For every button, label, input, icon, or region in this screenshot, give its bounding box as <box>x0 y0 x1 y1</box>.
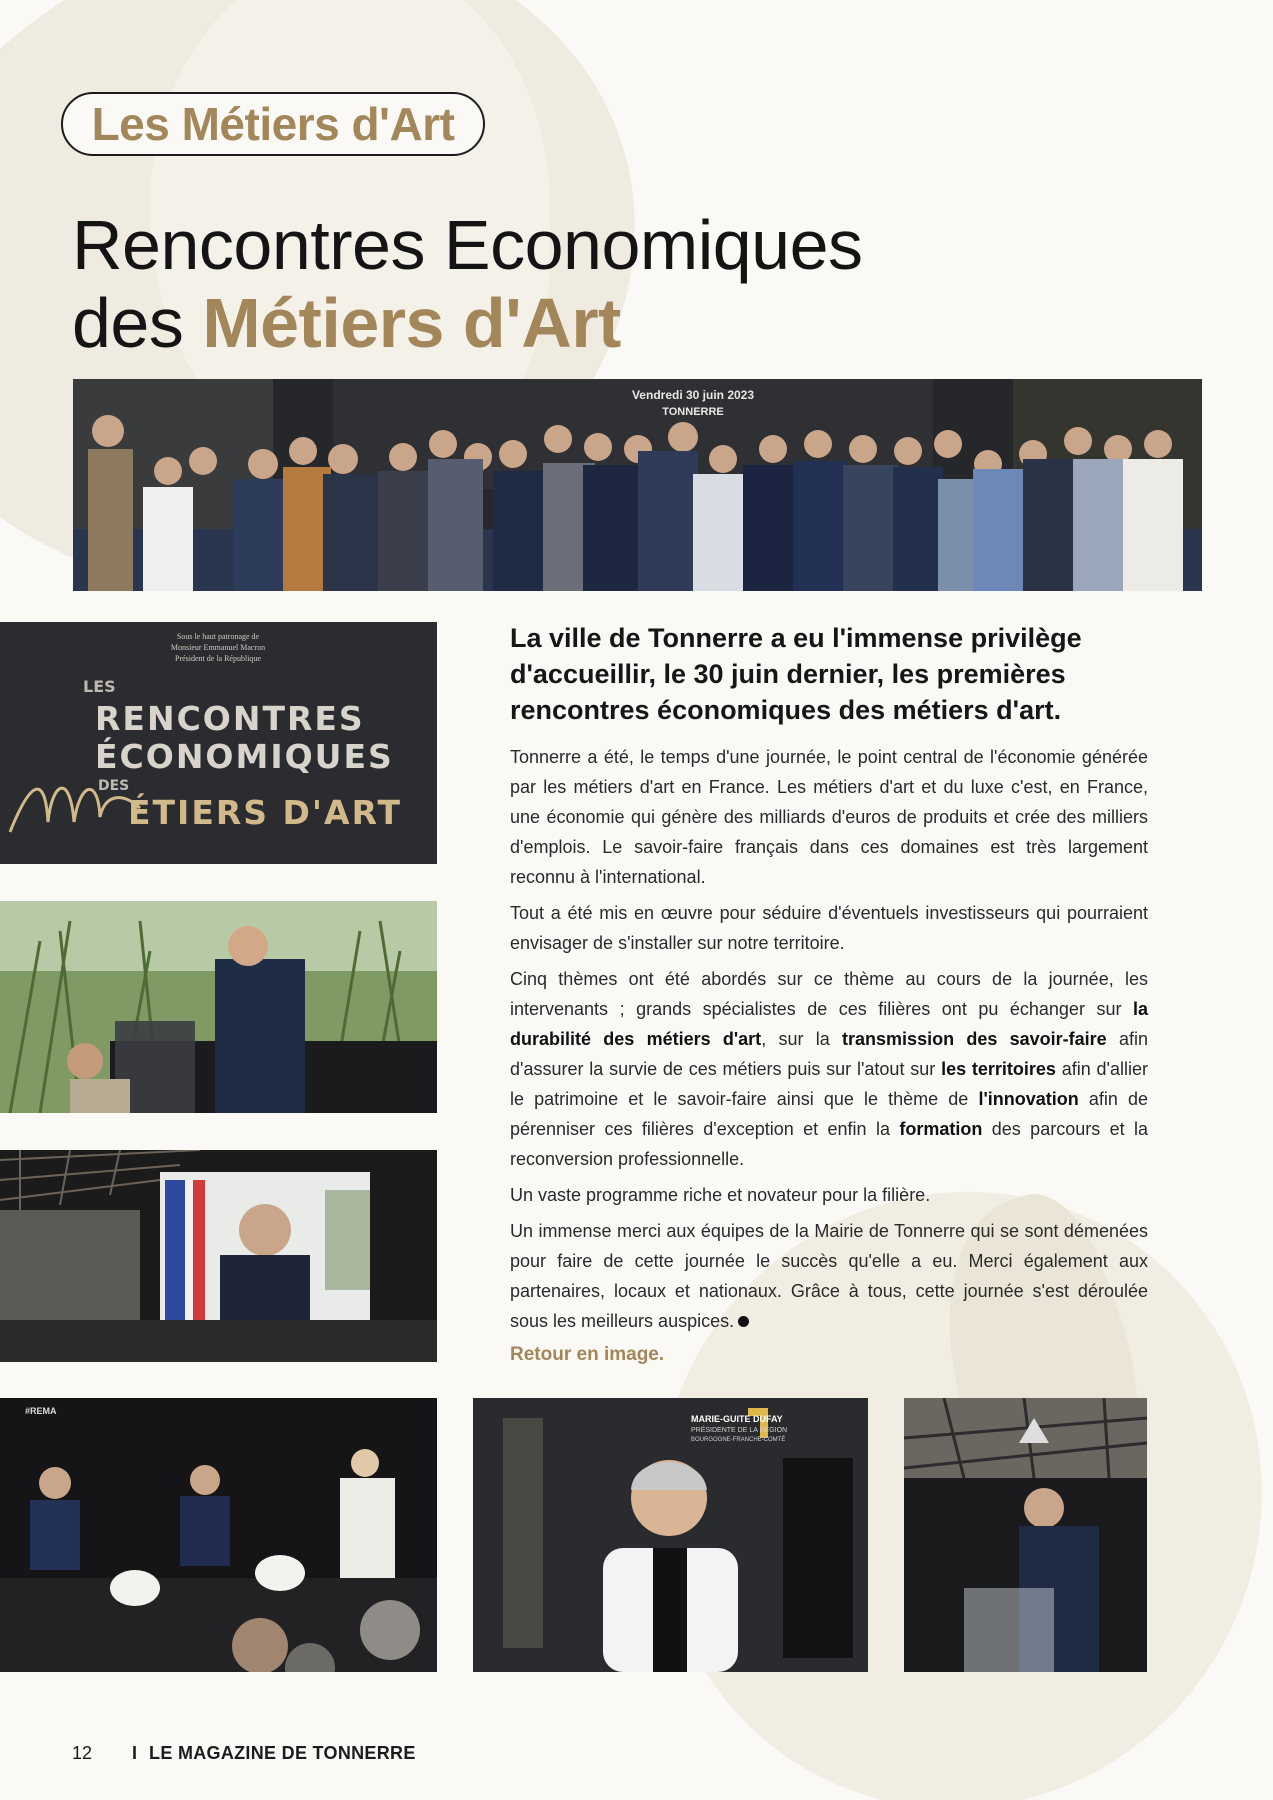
text-run: Cinq thèmes ont été abordés sur ce thème au cours de la journée, les intervenants ; grands spécialistes de ces filières ont pu échanger sur <box>510 969 1148 1019</box>
title-line-2-prefix: des <box>72 284 203 362</box>
regional-president-photo <box>473 1398 868 1672</box>
text-run: Un immense merci aux équipes de la Mairie de Tonnerre qui se sont démenées pour faire de cette journée le succès qu'elle a eu. Merci également aux partenaires, locaux et nationaux. Grâce à tous, cette journée s'est déroulée sous les meilleurs auspices. <box>510 1221 1148 1331</box>
text-run: des parcours et la reconversion professionnelle. <box>510 1119 1149 1169</box>
bold-run: transmission des savoir-faire <box>842 1029 1107 1049</box>
bold-run: l'innovation <box>978 1089 1079 1109</box>
paragraph: Tout a été mis en œuvre pour séduire d'éventuels investisseurs qui pourraient envisager de s'installer sur notre territoire. <box>510 903 1148 953</box>
patronage-line-1: Sous le haut patronage de <box>176 632 260 641</box>
logo-les: LES <box>83 677 116 696</box>
page-footer <box>72 1743 416 1764</box>
speaker-name: MARIE-GUITE DUFAY <box>691 1414 783 1424</box>
magazine-name: LE MAGAZINE DE TONNERRE <box>149 1743 416 1763</box>
panel-hashtag: #REMA <box>25 1406 57 1416</box>
patronage-line-3: Président de la République <box>175 654 261 663</box>
title-accent: Métiers d'Art <box>202 284 621 362</box>
logo-economiques: ÉCONOMIQUES <box>95 737 394 776</box>
text-run: afin de pérenniser ces filières d'exception et enfin la <box>510 1089 1149 1139</box>
logo-rencontres: RENCONTRES <box>95 699 365 738</box>
text-run: , sur la <box>761 1029 843 1049</box>
paragraph: Un vaste programme riche et novateur pour la filière. <box>510 1185 931 1205</box>
speaker-role-1: PRÉSIDENTE DE LA RÉGION <box>691 1427 788 1434</box>
end-mark-icon <box>738 1316 749 1327</box>
page-title <box>72 206 1172 362</box>
title-line-1: Rencontres Economiques <box>72 206 863 284</box>
lectern-speaker-photo <box>904 1398 1147 1672</box>
footer-separator: I <box>132 1743 138 1763</box>
bold-run: les territoires <box>941 1059 1056 1079</box>
stage-screen-photo <box>0 1150 437 1362</box>
bold-run: la durabilité des métiers d'art <box>510 999 1148 1049</box>
event-logo-panel <box>0 622 437 864</box>
text-run: afin d'allier le patrimoine et le savoir-faire ainsi que le thème de <box>510 1059 1149 1109</box>
retour-en-image: Retour en image. <box>510 1344 665 1365</box>
logo-metiers: ÉTIERS D'ART <box>128 793 403 832</box>
speaker-photo-grass <box>0 901 437 1113</box>
panel-discussion-photo <box>0 1398 437 1672</box>
paragraph <box>510 964 1148 1174</box>
speaker-role-2: BOURGOGNE-FRANCHE-COMTÉ <box>691 1437 786 1443</box>
text-run: afin d'assurer la survie de ces métiers puis sur l'atout sur <box>510 1029 1148 1079</box>
banner-date: Vendredi 30 juin 2023 <box>631 388 755 402</box>
article-body <box>510 742 1148 1342</box>
article-intro: La ville de Tonnerre a eu l'immense privilège d'accueillir, le 30 juin dernier, les premières rencontres économiques des métiers d'art. <box>510 623 1082 725</box>
banner-place: TONNERRE <box>662 406 724 418</box>
page-number: 12 <box>72 1743 93 1763</box>
paragraph: Tonnerre a été, le temps d'une journée, le point central de l'économie générée par les métiers d'art en France. Les métiers d'art et du luxe c'est, en France, une économie qui génère des milliards d'euros de produits et crée des milliers d'emplois. Le savoir-faire français dans ces domaines est très largement reconnu à l'international. <box>510 747 1148 887</box>
group-photo-banner <box>73 379 1202 591</box>
patronage-line-2: Monsieur Emmanuel Macron <box>170 643 266 652</box>
logo-des: DES <box>98 778 130 794</box>
paragraph <box>510 1216 1148 1336</box>
section-tag: Les Métiers d'Art <box>61 92 485 156</box>
bold-run: formation <box>899 1119 983 1139</box>
